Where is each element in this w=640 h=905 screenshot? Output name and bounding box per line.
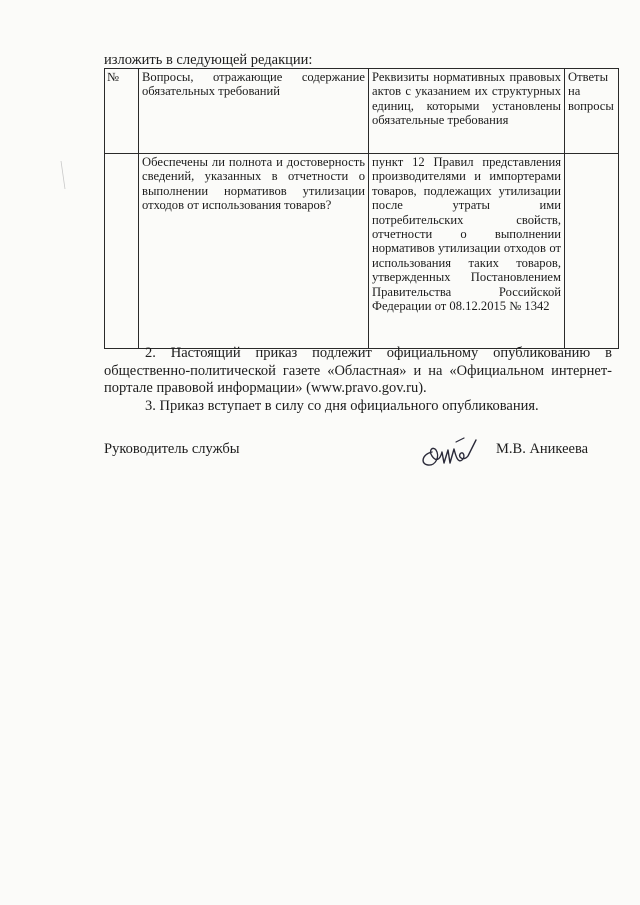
header-questions: Вопросы, отражающие содержание обязательных требований xyxy=(139,69,369,154)
body-paragraphs xyxy=(104,345,612,415)
header-number: № xyxy=(105,69,139,154)
cell-number xyxy=(105,154,139,349)
header-answers: Ответы на вопросы xyxy=(565,69,619,154)
table-header-row xyxy=(105,69,619,154)
paragraph-3: 3. Приказ вступает в силу со дня официального опубликования. xyxy=(145,397,539,414)
cell-answer xyxy=(565,154,619,349)
table-row xyxy=(105,154,619,349)
signatory-name: М.В. Аникеева xyxy=(496,441,589,457)
requirements-table xyxy=(104,68,619,349)
paragraph-2: 2. Настоящий приказ подлежит официальному опубликованию в общественно-политической газете «Областная» и на «Официальном интернет-портале правовой информации» (www.pravo.gov.ru). xyxy=(104,345,612,396)
cell-question: Обеспечены ли полнота и достоверность сведений, указанных в отчетности о выполнении нормативов утилизации отходов от использования товаров? xyxy=(139,154,369,349)
cell-requisites: пункт 12 Правил представления производителями и импортерами товаров, подлежащих утилизации после утраты ими потребительских свойств, отчетности о выполнении нормативов утилизации отходов от использования таких товаров, утвержденных Постановлением Правительства Российской Федерации от 08.12.2015 № 1342 xyxy=(369,154,565,349)
handwritten-signature xyxy=(418,430,480,470)
header-requisites: Реквизиты нормативных правовых актов с указанием их структурных единиц, которыми установлены обязательные требования xyxy=(369,69,565,154)
intro-line: изложить в следующей редакции: xyxy=(104,52,313,68)
scan-artifact-mark xyxy=(60,160,66,190)
signatory-title: Руководитель службы xyxy=(104,441,240,457)
